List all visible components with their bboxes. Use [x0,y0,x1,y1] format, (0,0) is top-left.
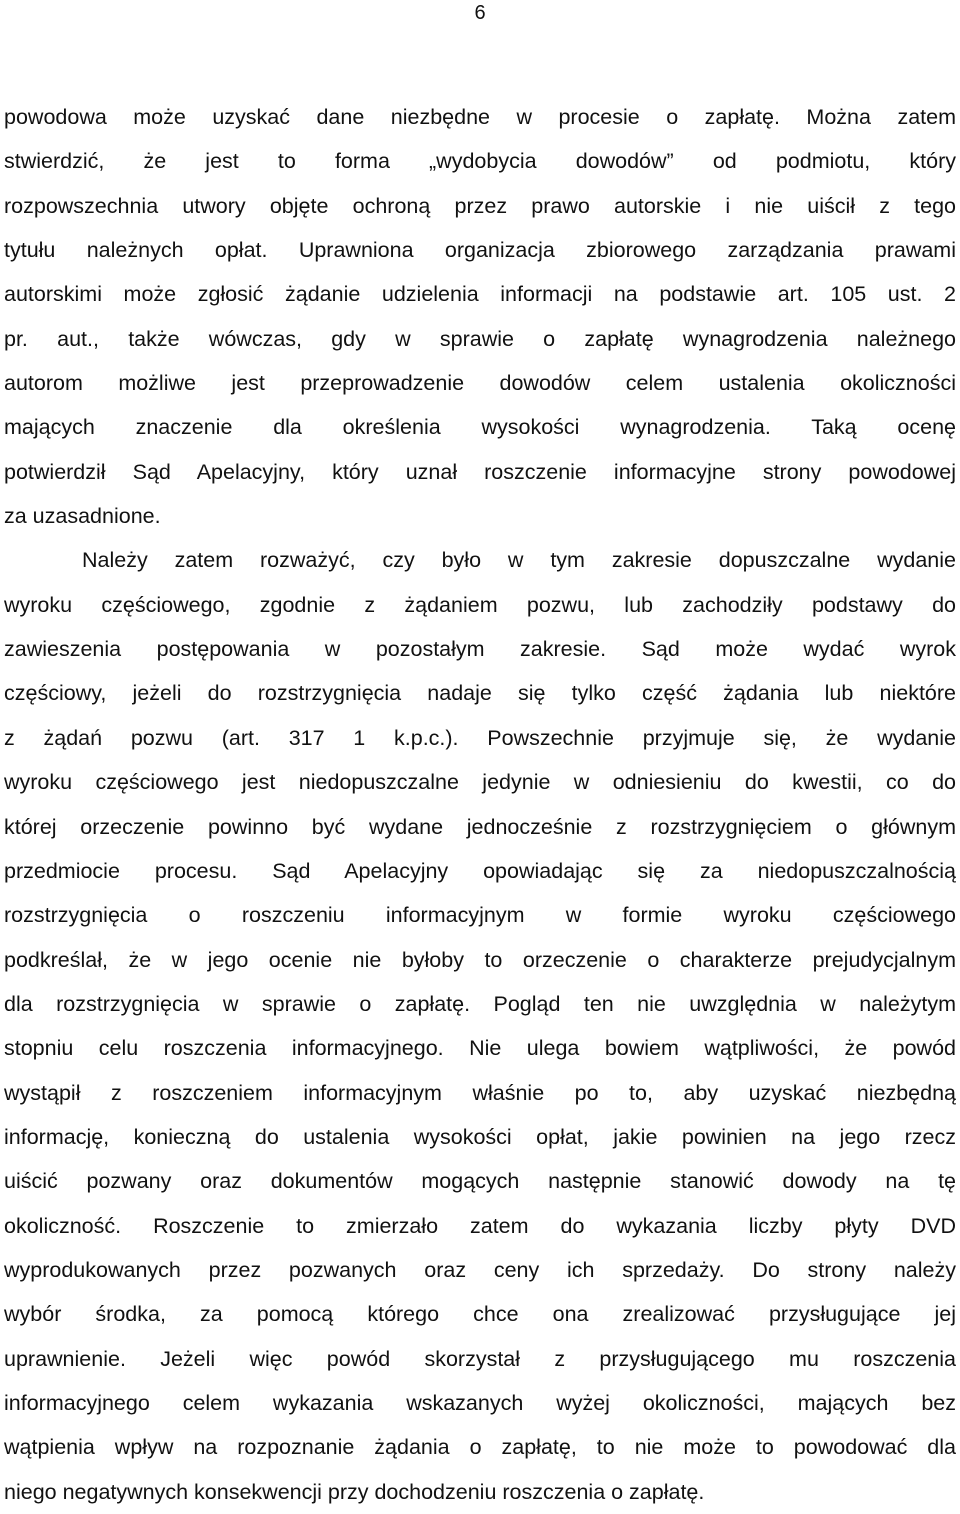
text-line: podkreślał, że w jego ocenie nie byłoby to orzeczenie o charakterze prejudycjalnym [4,947,956,972]
text-line: dla rozstrzygnięcia w sprawie o zapłatę. Pogląd ten nie uwzględnia w należytym [4,991,956,1016]
text-line: autorom możliwe jest przeprowadzenie dowodów celem ustalenia okoliczności [4,371,956,396]
text-line: stwierdzić, że jest to forma „wydobycia dowodów” od podmiotu, który [4,149,956,174]
text-line: częściowy, jeżeli do rozstrzygnięcia nadaje się tylko część żądania lub niektóre [4,681,956,706]
text-line: wątpienia wpływ na rozpoznanie żądania o zapłatę, to nie może to powodować dla [4,1435,956,1460]
text-line: stopniu celu roszczenia informacyjnego. Nie ulega bowiem wątpliwości, że powód [4,1036,956,1061]
text-line: przedmiocie procesu. Sąd Apelacyjny opowiadając się za niedopuszczalnością [4,858,956,883]
text-line: zawieszenia postępowania w pozostałym zakresie. Sąd może wydać wyrok [4,637,956,662]
text-line: za uzasadnione. [4,504,161,529]
text-line: rozstrzygnięcia o roszczeniu informacyjnym w formie wyroku częściowego [4,903,956,928]
text-line: wyprodukowanych przez pozwanych oraz ceny ich sprzedaży. Do strony należy [4,1257,956,1282]
text-line: powodowa może uzyskać dane niezbędne w procesie o zapłatę. Można zatem [4,105,956,129]
page-number: 6 [474,2,486,24]
text-line: wybór środka, za pomocą którego chce ona zrealizować przysługujące jej [4,1302,956,1327]
document-body [4,95,956,1514]
text-line: tytułu należnych opłat. Uprawniona organizacja zbiorowego zarządzania prawami [4,238,956,263]
text-line: uiścić pozwany oraz dokumentów mogących następnie stanowić dowody na tę [4,1169,956,1194]
text-line: okoliczność. Roszczenie to zmierzało zatem do wykazania liczby płyty DVD [4,1213,956,1238]
text-line: Należy zatem rozważyć, czy było w tym zakresie dopuszczalne wydanie [82,548,956,573]
text-line: mających znaczenie dla określenia wysokości wynagrodzenia. Taką ocenę [4,415,956,440]
text-line: pr. aut., także wówczas, gdy w sprawie o zapłatę wynagrodzenia należnego [4,326,956,351]
text-line: informacyjnego celem wykazania wskazanych wyżej okoliczności, mających bez [4,1390,956,1415]
text-line: której orzeczenie powinno być wydane jednocześnie z rozstrzygnięciem o głównym [4,814,956,839]
text-line: informację, konieczną do ustalenia wysokości opłat, jakie powinien na jego rzecz [4,1124,956,1149]
text-line: rozpowszechnia utwory objęte ochroną przez prawo autorskie i nie uiścił z tego [4,193,956,218]
text-line: z żądań pozwu (art. 317 1 k.p.c.). Powszechnie przyjmuje się, że wydanie [4,725,956,750]
text-line: potwierdził Sąd Apelacyjny, który uznał roszczenie informacyjne strony powodowej [4,459,956,484]
text-line: niego negatywnych konsekwencji przy dochodzeniu roszczenia o zapłatę. [4,1479,705,1504]
text-line: wyroku częściowego, zgodnie z żądaniem pozwu, lub zachodziły podstawy do [4,592,956,617]
text-line: wystąpił z roszczeniem informacyjnym właśnie po to, aby uzyskać niezbędną [4,1080,956,1105]
text-line: wyroku częściowego jest niedopuszczalne jedynie w odniesieniu do kwestii, co do [4,770,956,795]
text-line: autorskimi może zgłosić żądanie udzielenia informacji na podstawie art. 105 ust. 2 [4,282,956,307]
text-line: uprawnienie. Jeżeli więc powód skorzystał z przysługującego mu roszczenia [4,1346,956,1371]
